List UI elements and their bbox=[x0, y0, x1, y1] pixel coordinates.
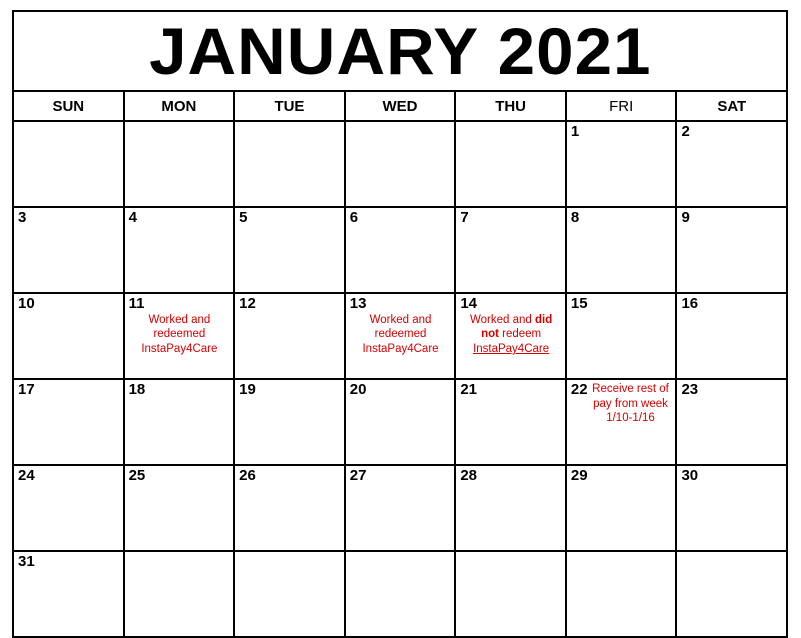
calendar-title-row bbox=[14, 12, 786, 92]
calendar-day-cell[interactable] bbox=[567, 122, 678, 206]
calendar-day-cell[interactable] bbox=[14, 466, 125, 550]
day-number: 24 bbox=[18, 467, 35, 484]
calendar-day-cell[interactable] bbox=[235, 380, 346, 464]
calendar-day-cell[interactable] bbox=[14, 294, 125, 378]
calendar-day-cell[interactable] bbox=[14, 208, 125, 292]
calendar-day-cell[interactable] bbox=[456, 294, 567, 378]
calendar-day-cell[interactable] bbox=[567, 208, 678, 292]
day-number: 11 bbox=[128, 295, 145, 312]
day-number: 31 bbox=[18, 553, 35, 570]
calendar-day-cell[interactable] bbox=[14, 122, 125, 206]
calendar-day-cell[interactable] bbox=[346, 208, 457, 292]
footer-clipped-text bbox=[0, 612, 801, 620]
day-number: 15 bbox=[570, 295, 588, 312]
weekday-header-wed: WED bbox=[346, 92, 457, 120]
calendar-day-cell[interactable] bbox=[235, 208, 346, 292]
day-number: 7 bbox=[460, 209, 469, 226]
calendar-day-cell[interactable] bbox=[235, 122, 346, 206]
day-number: 6 bbox=[349, 209, 359, 226]
day-number: 30 bbox=[681, 467, 699, 484]
calendar-day-cell[interactable] bbox=[677, 380, 786, 464]
calendar-day-cell[interactable] bbox=[125, 208, 236, 292]
day-note: Worked and redeemed InstaPay4Care bbox=[141, 313, 218, 356]
calendar-day-cell[interactable] bbox=[14, 552, 125, 636]
calendar-day-cell[interactable] bbox=[235, 552, 346, 636]
calendar-day-cell[interactable] bbox=[125, 122, 236, 206]
day-number: 5 bbox=[239, 209, 248, 226]
day-note-emphasis: did not bbox=[481, 313, 553, 341]
calendar-day-cell[interactable] bbox=[346, 294, 457, 378]
calendar-week-row bbox=[14, 294, 786, 380]
calendar-day-cell[interactable] bbox=[125, 552, 236, 636]
day-note: Worked and redeemed InstaPay4Care bbox=[362, 313, 439, 356]
calendar-day-cell[interactable] bbox=[677, 466, 786, 550]
calendar-day-cell[interactable] bbox=[346, 466, 457, 550]
weekday-header-tue: TUE bbox=[235, 92, 346, 120]
calendar-day-cell[interactable] bbox=[456, 466, 567, 550]
weekday-header-fri: FRI bbox=[567, 92, 678, 120]
day-number: 27 bbox=[349, 467, 367, 484]
calendar-day-cell[interactable] bbox=[677, 122, 786, 206]
calendar-day-cell[interactable] bbox=[346, 552, 457, 636]
day-cell-content bbox=[571, 382, 673, 426]
day-number: 28 bbox=[460, 467, 477, 484]
day-number: 13 bbox=[349, 295, 367, 312]
calendar-day-cell[interactable] bbox=[235, 294, 346, 378]
day-number: 26 bbox=[239, 467, 256, 484]
calendar-day-cell[interactable] bbox=[125, 466, 236, 550]
day-number: 19 bbox=[239, 381, 256, 398]
calendar-day-cell[interactable] bbox=[677, 294, 786, 378]
calendar-week-row bbox=[14, 552, 786, 636]
day-number: 25 bbox=[128, 467, 146, 484]
calendar-day-cell[interactable] bbox=[677, 552, 786, 636]
calendar-day-cell[interactable] bbox=[14, 380, 125, 464]
day-note bbox=[460, 313, 562, 357]
day-number: 21 bbox=[460, 381, 477, 398]
calendar-day-cell[interactable] bbox=[125, 380, 236, 464]
day-number: 16 bbox=[681, 295, 699, 312]
day-number: 20 bbox=[349, 381, 367, 398]
day-number: 23 bbox=[681, 381, 699, 398]
weekday-header-row bbox=[14, 92, 786, 122]
calendar-day-cell[interactable] bbox=[567, 380, 678, 464]
day-number: 9 bbox=[681, 209, 690, 226]
calendar-week-row bbox=[14, 122, 786, 208]
day-number: 4 bbox=[128, 209, 137, 226]
day-note-mid: redeem bbox=[498, 328, 542, 341]
calendar-day-cell[interactable] bbox=[125, 294, 236, 378]
day-number: 17 bbox=[18, 381, 35, 398]
page-title: JANUARY 2021 bbox=[148, 14, 652, 88]
day-note-pre: Worked and bbox=[469, 313, 535, 326]
day-number: 29 bbox=[570, 467, 588, 484]
calendar-day-cell[interactable] bbox=[456, 208, 567, 292]
calendar-day-cell[interactable] bbox=[346, 380, 457, 464]
weekday-header-mon: MON bbox=[125, 92, 236, 120]
weekday-header-sat: SAT bbox=[717, 97, 747, 115]
day-number: 12 bbox=[239, 295, 256, 312]
day-number: 2 bbox=[681, 123, 690, 140]
calendar-day-cell[interactable] bbox=[346, 122, 457, 206]
day-number: 1 bbox=[570, 123, 580, 140]
calendar-day-cell[interactable] bbox=[677, 208, 786, 292]
calendar-week-row bbox=[14, 380, 786, 466]
calendar-day-cell[interactable] bbox=[567, 294, 678, 378]
calendar-day-cell[interactable] bbox=[456, 122, 567, 206]
day-note-link: InstaPay4Care bbox=[473, 343, 550, 356]
day-note: Receive rest of pay from week 1/10-1/16 bbox=[592, 383, 669, 425]
calendar-day-cell[interactable] bbox=[456, 380, 567, 464]
day-number: 18 bbox=[128, 381, 146, 398]
weekday-header-thu: THU bbox=[456, 92, 567, 120]
calendar-day-cell[interactable] bbox=[235, 466, 346, 550]
day-number: 14 bbox=[460, 295, 477, 312]
weekday-header-sun: SUN bbox=[14, 92, 125, 120]
day-number: 10 bbox=[18, 295, 35, 312]
calendar-day-cell[interactable] bbox=[456, 552, 567, 636]
calendar-week-row bbox=[14, 466, 786, 552]
calendar-grid bbox=[12, 10, 788, 638]
calendar-day-cell[interactable] bbox=[567, 552, 678, 636]
calendar-day-cell[interactable] bbox=[567, 466, 678, 550]
day-number: 22 bbox=[570, 381, 588, 398]
day-number: 8 bbox=[570, 209, 580, 226]
calendar-week-row bbox=[14, 208, 786, 294]
day-number: 3 bbox=[18, 209, 27, 226]
